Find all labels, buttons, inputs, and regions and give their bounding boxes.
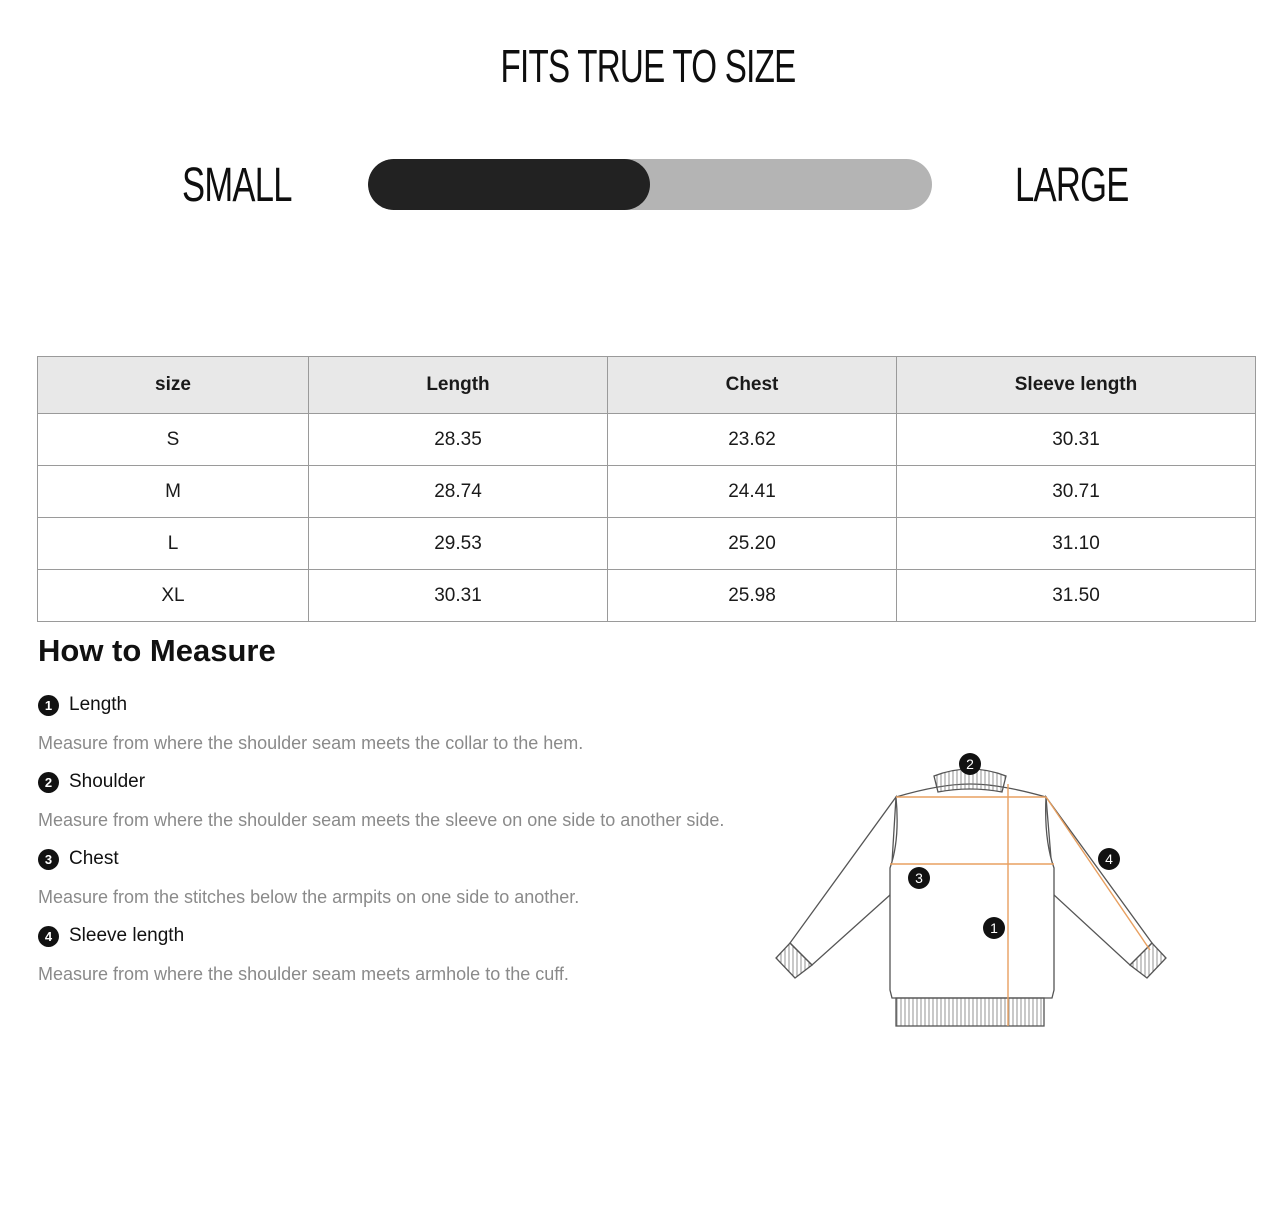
marker-label: 4: [1105, 851, 1113, 867]
fit-title: FITS TRUE TO SIZE: [500, 40, 796, 92]
header-sleeve-length: Sleeve length: [897, 357, 1256, 414]
cell-sleeve-length: 30.31: [897, 414, 1256, 466]
table-row: [38, 570, 1256, 622]
cell-sleeve-length: 31.10: [897, 518, 1256, 570]
step-label: Length: [69, 694, 128, 715]
cell-length: 29.53: [309, 518, 608, 570]
step-sleeve-length: [38, 921, 798, 951]
fit-scale-fill: [368, 159, 650, 210]
step-label: Sleeve length: [69, 925, 185, 946]
step-number-badge: 1: [38, 695, 59, 716]
step-description: Measure from where the shoulder seam meets armhole to the cuff.: [38, 964, 569, 984]
diagram-marker-4: [1098, 848, 1120, 870]
header-length: Length: [309, 357, 608, 414]
step-description: Measure from where the shoulder seam meets the collar to the hem.: [38, 733, 584, 753]
marker-label: 2: [966, 756, 974, 772]
measure-steps: [38, 690, 798, 998]
step-number-badge: 4: [38, 926, 59, 947]
diagram-marker-2: [959, 753, 981, 775]
size-chart-table: [37, 356, 1256, 622]
marker-label: 1: [990, 920, 998, 936]
cell-size: S: [38, 414, 309, 466]
cell-length: 30.31: [309, 570, 608, 622]
step-length: [38, 690, 798, 720]
cell-sleeve-length: 30.71: [897, 466, 1256, 518]
step-label: Chest: [69, 848, 119, 869]
fit-small-label: SMALL: [182, 159, 292, 212]
step-number-badge: 3: [38, 849, 59, 870]
step-description: Measure from the stitches below the armpits on one side to another.: [38, 887, 580, 907]
table-row: [38, 518, 1256, 570]
sweater-measurement-diagram: [770, 745, 1180, 1035]
fit-large-label: LARGE: [1015, 159, 1129, 212]
cell-chest: 25.20: [608, 518, 897, 570]
cell-size: M: [38, 466, 309, 518]
diagram-marker-3: [908, 867, 930, 889]
diagram-marker-1: [983, 917, 1005, 939]
header-chest: Chest: [608, 357, 897, 414]
marker-label: 3: [915, 870, 923, 886]
cell-chest: 24.41: [608, 466, 897, 518]
step-description: Measure from where the shoulder seam meets the sleeve on one side to another side.: [38, 810, 725, 830]
step-shoulder: [38, 767, 798, 797]
table-row: [38, 466, 1256, 518]
table-header-row: [38, 357, 1256, 414]
sweater-outline-icon: [776, 769, 1166, 1026]
step-chest: [38, 844, 798, 874]
fit-scale-track: [368, 159, 932, 210]
cell-size: L: [38, 518, 309, 570]
cell-chest: 25.98: [608, 570, 897, 622]
cell-size: XL: [38, 570, 309, 622]
header-size: size: [38, 357, 309, 414]
cell-chest: 23.62: [608, 414, 897, 466]
cell-sleeve-length: 31.50: [897, 570, 1256, 622]
how-to-measure-title: How to Measure: [38, 633, 276, 668]
cell-length: 28.74: [309, 466, 608, 518]
step-label: Shoulder: [69, 771, 146, 792]
step-number-badge: 2: [38, 772, 59, 793]
cell-length: 28.35: [309, 414, 608, 466]
table-row: [38, 414, 1256, 466]
